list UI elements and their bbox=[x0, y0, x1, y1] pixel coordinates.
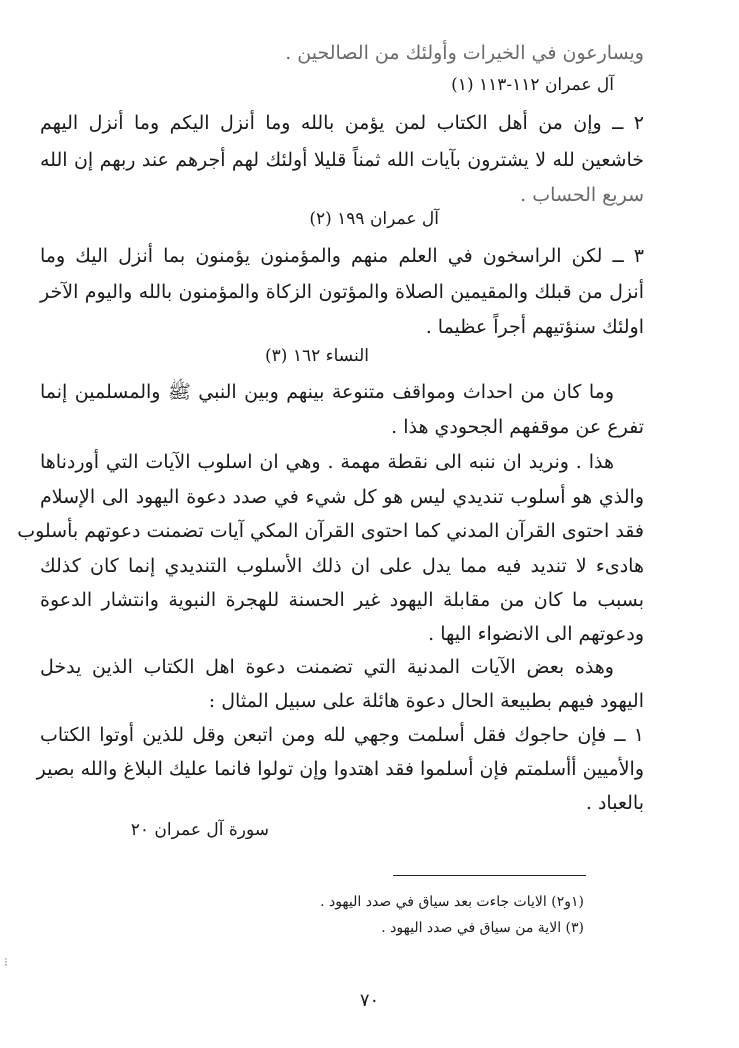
verse-line: ١ ــ فإن حاجوك فقل أسلمت وجهي لله ومن اتبعن وقل للذين أوتوا الكتاب bbox=[40, 724, 644, 746]
verse-reference: النساء ١٦٢ (٣) bbox=[264, 346, 369, 366]
body-line: هادىء لا تنديد فيه مما يدل على ان ذلك الأسلوب التنديدي إنما كان كذلك bbox=[40, 555, 644, 577]
verse-reference: آل عمران ١١٢-١١٣ (١) bbox=[451, 75, 614, 95]
verse-reference: سورة آل عمران ٢٠ bbox=[130, 820, 269, 840]
body-line: والذي هو أسلوب تنديدي ليس هو كل شيء في صدد دعوة اليهود الى الإسلام bbox=[40, 486, 644, 508]
verse-line: سريع الحساب . bbox=[520, 184, 644, 206]
verse-line: اولئك سنؤتيهم أجراً عظيما . bbox=[425, 316, 644, 338]
body-line: تفرع عن موقفهم الجحودي هذا . bbox=[391, 416, 644, 438]
body-line: وهذه بعض الآيات المدنية التي تضمنت دعوة اهل الكتاب الذين يدخل bbox=[40, 656, 614, 678]
body-line: هذا . ونريد ان ننبه الى نقطة مهمة . وهي ان اسلوب الآيات التي أوردناها bbox=[40, 451, 614, 473]
body-line: وما كان من احداث ومواقف متنوعة بينهم وبين النبي ﷺ والمسلمين إنما bbox=[40, 381, 614, 403]
footnote-divider bbox=[393, 875, 586, 876]
verse-line: ويسارعون في الخيرات وأولئك من الصالحين . bbox=[285, 42, 644, 64]
margin-mark: ⁝ bbox=[4, 955, 8, 969]
footnote: (١و٢) الايات جاءت بعد سياق في صدد اليهود . bbox=[320, 894, 584, 910]
verse-line: خاشعين لله لا يشترون بآيات الله ثمناً قليلا أولئك لهم أجرهم عند ربهم إن الله bbox=[40, 149, 644, 171]
footnote: (٣) الاية من سياق في صدد اليهود . bbox=[381, 920, 584, 936]
body-line: فقد احتوى القرآن المدني كما احتوى القرآن المكي آيات تضمنت دعوتهم بأسلوب bbox=[17, 520, 644, 542]
body-line: اليهود فيهم بطبيعة الحال دعوة هائلة على سبيل المثال : bbox=[208, 690, 644, 712]
verse-line: أنزل من قبلك والمقيمين الصلاة والمؤتون الزكاة والمؤمنون بالله واليوم الآخر bbox=[40, 281, 644, 303]
verse-line: ٣ ــ لكن الراسخون في العلم منهم والمؤمنون يؤمنون بما أنزل اليك وما bbox=[40, 245, 644, 267]
body-line: بسبب ما كان من مقابلة اليهود غير الحسنة للهجرة النبوية وانتشار الدعوة bbox=[40, 589, 644, 611]
body-line: ودعوتهم الى الانضواء اليها . bbox=[428, 623, 644, 645]
verse-reference: آل عمران ١٩٩ (٢) bbox=[309, 209, 439, 229]
verse-line: بالعباد . bbox=[585, 792, 644, 814]
verse-line: والأميين أأسلمتم فإن أسلموا فقد اهتدوا وإن تولوا فانما عليك البلاغ والله بصير bbox=[36, 758, 644, 780]
verse-line: ٢ ــ وإن من أهل الكتاب لمن يؤمن بالله وما أنزل اليكم وما أنزل اليهم bbox=[40, 112, 644, 134]
page-number: ٧٠ bbox=[359, 990, 380, 1011]
